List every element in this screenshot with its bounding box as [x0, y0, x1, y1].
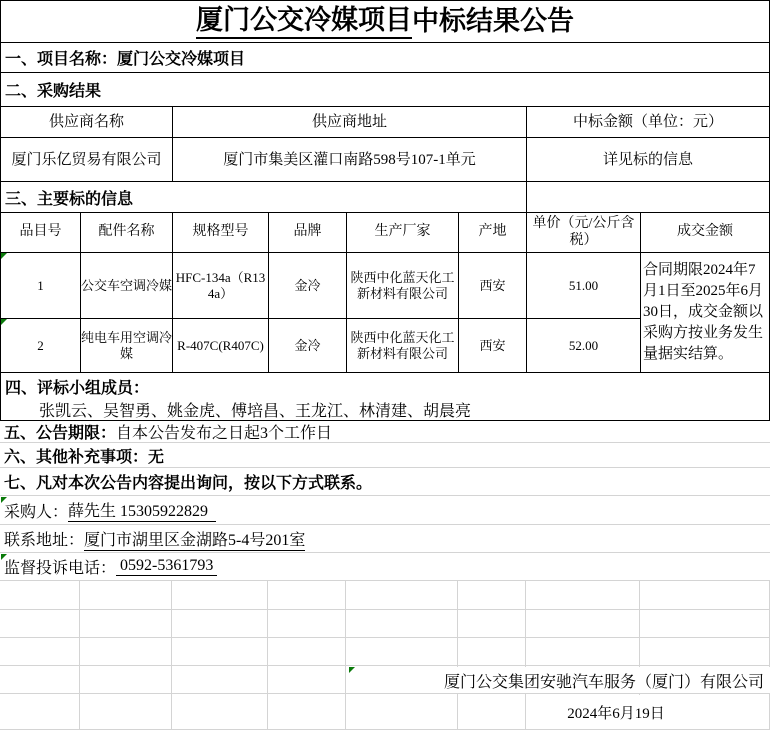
part-name-header-text: 配件名称	[98, 224, 155, 240]
item2-origin-text: 西安	[479, 337, 506, 353]
item1-brand-cell[interactable]	[268, 252, 347, 319]
award-amount-header-cell[interactable]	[526, 106, 770, 138]
section-inquiry-contact[interactable]	[0, 468, 770, 496]
title-cell[interactable]	[0, 0, 770, 43]
item-no-header-text: 品目号	[19, 224, 62, 240]
grid-cell[interactable]	[80, 694, 172, 730]
award-amount-header-text: 中标金额（单位：元）	[572, 114, 723, 130]
item1-name-text: 公交车空调冷媒	[81, 277, 173, 293]
signature-date-text: 2024年6月19日	[567, 705, 665, 722]
comment-triangle-icon	[1, 319, 7, 325]
contact-address-row[interactable]	[0, 525, 770, 553]
award-amount-text: 详见标的信息	[602, 151, 693, 168]
section-procurement-result-text: 二、采购结果	[5, 83, 102, 100]
announcement-period-value: 自本公告发布之日起3个工作日	[116, 424, 333, 442]
comment-triangle-icon	[349, 667, 355, 673]
section-announcement-period[interactable]	[0, 420, 770, 443]
origin-header-text: 产地	[478, 224, 507, 240]
supplier-address-header-cell[interactable]	[172, 106, 527, 138]
manufacturer-header-text: 生产厂家	[374, 224, 431, 240]
item1-manufacturer-cell[interactable]	[346, 252, 459, 319]
manufacturer-header-cell[interactable]	[346, 212, 459, 253]
grid-cell[interactable]	[0, 581, 80, 610]
evaluation-team-label: 四、评标小组成员：	[5, 380, 150, 397]
section-main-subject-info-text: 三、主要标的信息	[5, 190, 134, 208]
grid-cell[interactable]	[640, 610, 770, 638]
grid-cell[interactable]	[268, 638, 346, 666]
grid-cell[interactable]	[346, 638, 458, 666]
supplier-name-header-text: 供应商名称	[48, 114, 124, 130]
complaint-phone-label: 监督投诉电话：	[4, 560, 117, 577]
grid-cell[interactable]	[80, 666, 172, 694]
grid-cell[interactable]	[0, 666, 80, 694]
grid-cell[interactable]	[80, 581, 172, 610]
grid-cell[interactable]	[526, 638, 640, 666]
section-project-name-text: 一、项目名称：厦门公交冷媒项目	[5, 51, 246, 68]
grid-cell[interactable]	[172, 581, 268, 610]
purchaser-label: 采购人：	[4, 503, 69, 521]
brand-header-text: 品牌	[293, 224, 322, 240]
section-procurement-result[interactable]	[0, 72, 770, 107]
signature-date-cell[interactable]	[526, 695, 706, 729]
item1-brand-text: 金冷	[294, 277, 321, 293]
title-underlined: 厦门公交冷媒项目	[196, 4, 412, 38]
model-header-cell[interactable]	[172, 212, 269, 253]
item2-brand-cell[interactable]	[268, 318, 347, 373]
unit-price-header-text: 单价（元/公斤含税）	[532, 215, 635, 248]
deal-amount-header-cell[interactable]	[640, 212, 770, 253]
grid-cell[interactable]	[80, 638, 172, 666]
award-amount-cell[interactable]	[526, 137, 770, 182]
title-rest: 中标结果公告	[412, 6, 574, 37]
grid-cell[interactable]	[640, 638, 770, 666]
purchaser-row[interactable]	[0, 496, 770, 525]
comment-triangle-icon	[1, 253, 7, 259]
supplier-name-cell[interactable]	[0, 137, 173, 182]
grid-cell[interactable]	[80, 610, 172, 638]
signature-company-cell[interactable]	[348, 667, 770, 693]
signature-company-text: 厦门公交集团安驰汽车服务（厦门）有限公司	[443, 673, 764, 691]
grid-cell[interactable]	[458, 694, 526, 730]
grid-cell[interactable]	[0, 610, 80, 638]
item1-price-text: 51.00	[568, 277, 599, 293]
supplier-address-cell[interactable]	[172, 137, 527, 182]
item2-no-text: 2	[37, 337, 44, 353]
section-other-notes[interactable]	[0, 443, 770, 468]
item1-no-text: 1	[37, 277, 44, 293]
item-no-header-cell[interactable]	[0, 212, 81, 253]
contact-address-label: 联系地址：	[4, 532, 85, 549]
item2-origin-cell[interactable]	[458, 318, 527, 373]
item2-model-text: R-407C(R407C)	[177, 337, 264, 353]
deal-amount-header-text: 成交金额	[677, 224, 733, 240]
item2-manufacturer-text: 陕西中化蓝天化工新材料有限公司	[350, 329, 455, 361]
item1-price-cell[interactable]	[526, 252, 641, 319]
item2-price-text: 52.00	[568, 337, 599, 353]
evaluation-team-names: 张凯云、吴智勇、姚金虎、傅培昌、王龙江、林清建、胡晨亮	[39, 403, 472, 420]
item2-name-text: 纯电车用空调冷媒	[81, 329, 173, 361]
grid-cell[interactable]	[458, 638, 526, 666]
other-notes-text: 六、其他补充事项：无	[4, 448, 165, 466]
item1-origin-cell[interactable]	[458, 252, 527, 319]
grid-cell[interactable]	[346, 581, 458, 610]
item1-name-cell[interactable]	[80, 252, 173, 319]
inquiry-contact-text: 七、凡对本次公告内容提出询问，按以下方式联系。	[4, 475, 373, 492]
grid-cell[interactable]	[268, 581, 346, 610]
grid-cell[interactable]	[172, 610, 268, 638]
brand-header-cell[interactable]	[268, 212, 347, 253]
grid-cell[interactable]	[172, 666, 268, 694]
item1-manufacturer-text: 陕西中化蓝天化工新材料有限公司	[350, 269, 455, 301]
purchaser-value: 薛先生 15305922829	[68, 498, 216, 522]
unit-price-header-cell[interactable]	[526, 212, 641, 253]
comment-triangle-icon	[1, 497, 7, 503]
section-evaluation-team[interactable]	[0, 372, 770, 421]
section-main-subject-info[interactable]	[0, 181, 527, 213]
announcement-period-label: 五、公告期限：	[4, 424, 117, 442]
grid-cell[interactable]	[0, 694, 80, 730]
section-project-name[interactable]	[0, 42, 770, 73]
section3-empty-cell[interactable]	[526, 181, 770, 213]
comment-triangle-icon	[1, 554, 7, 560]
supplier-address-text: 厦门市集美区灌口南路598号107-1单元	[223, 151, 476, 168]
item1-model-text: HFC-134a（R134a）	[175, 269, 266, 301]
complaint-phone-value: 0592-5361793	[116, 557, 218, 574]
deal-note-text: 合同期限2024年7月1日至2025年6月30日，成交金额以采购方按业务发生量据实结算。	[643, 262, 764, 362]
item2-brand-text: 金冷	[294, 337, 321, 353]
model-header-text: 规格型号	[192, 224, 249, 240]
complaint-phone-row[interactable]	[0, 553, 770, 581]
grid-cell[interactable]	[268, 666, 346, 694]
supplier-name-text: 厦门乐亿贸易有限公司	[11, 151, 162, 168]
grid-cell[interactable]	[172, 638, 268, 666]
item2-name-cell[interactable]	[80, 318, 173, 373]
origin-header-cell[interactable]	[458, 212, 527, 253]
item2-no-cell[interactable]	[0, 318, 81, 373]
grid-cell[interactable]	[640, 581, 770, 610]
supplier-name-header-cell[interactable]	[0, 106, 173, 138]
deal-note-merged-cell[interactable]	[640, 252, 770, 373]
supplier-address-header-text: 供应商地址	[311, 114, 387, 130]
grid-cell[interactable]	[346, 694, 458, 730]
item2-manufacturer-cell[interactable]	[346, 318, 459, 373]
grid-cell[interactable]	[526, 581, 640, 610]
grid-cell[interactable]	[172, 694, 268, 730]
item1-model-cell[interactable]	[172, 252, 269, 319]
grid-cell[interactable]	[458, 610, 526, 638]
grid-cell[interactable]	[0, 638, 80, 666]
item2-price-cell[interactable]	[526, 318, 641, 373]
item1-origin-text: 西安	[479, 277, 506, 293]
grid-cell[interactable]	[268, 694, 346, 730]
grid-cell[interactable]	[346, 610, 458, 638]
item2-model-cell[interactable]	[172, 318, 269, 373]
grid-cell[interactable]	[526, 610, 640, 638]
contact-address-value: 厦门市湖里区金湖路5-4号201室	[84, 527, 305, 551]
grid-cell[interactable]	[268, 610, 346, 638]
item1-no-cell[interactable]	[0, 252, 81, 319]
part-name-header-cell[interactable]	[80, 212, 173, 253]
grid-cell[interactable]	[458, 581, 526, 610]
